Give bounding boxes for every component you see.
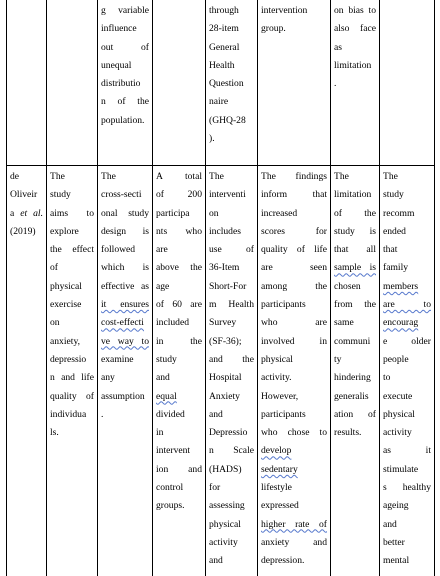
cell-line: .	[334, 78, 337, 90]
cell-line: explore	[50, 225, 79, 237]
cell-line: Anxiety	[209, 390, 240, 402]
cell-line: n of the	[101, 96, 149, 108]
cell-line: on	[209, 207, 219, 219]
cell-line: for	[209, 482, 221, 494]
cell-line: family	[383, 262, 409, 274]
cell-sample	[153, 166, 206, 576]
cell-aim	[47, 166, 98, 576]
cell-line: cross-secti	[101, 189, 142, 201]
cell-findings-prev	[258, 0, 331, 166]
cell-line: and	[209, 408, 223, 420]
cell-line: which is	[101, 262, 149, 274]
cell-line: However,	[261, 390, 299, 402]
cell-line: limitation	[334, 189, 372, 201]
cell-line: communi	[334, 335, 371, 347]
cell-line: and the	[209, 353, 254, 365]
cell-measures	[206, 166, 258, 576]
cell-line: effective as	[101, 280, 149, 292]
cell-line: ended	[383, 225, 406, 237]
cell-line: interventi	[209, 189, 246, 201]
cell-line: includes	[209, 225, 241, 237]
cell-line: sample is	[334, 262, 376, 274]
author-initial: a	[10, 207, 15, 219]
cell-line: lifestyle	[261, 482, 292, 494]
cell-line: same	[334, 317, 354, 329]
cell-line: cost-effecti	[101, 317, 144, 329]
cell-line: expressed	[261, 500, 299, 512]
cell-line: Depressio	[209, 427, 248, 439]
cell-line: distributio	[101, 78, 141, 90]
cell-line: activity	[209, 536, 238, 548]
cell-line: n and life	[50, 372, 94, 384]
cell-line: g variable	[101, 5, 149, 16]
cell-line: followed	[101, 244, 136, 256]
cell-line: develop	[261, 445, 292, 457]
cell-line: intervent	[156, 445, 191, 457]
cell-line: activity	[383, 427, 412, 439]
cell-line: ty	[334, 353, 342, 365]
cell-line: above the	[156, 262, 202, 274]
cell-line: higher rate of	[261, 518, 327, 530]
cell-line: n Scale	[209, 445, 254, 457]
cell-line: better	[383, 536, 405, 548]
cell-line: nts who	[156, 225, 202, 237]
cell-line: 28-item	[209, 23, 239, 35]
cell-line: General	[209, 41, 240, 53]
cell-line: (GHQ-28	[209, 114, 246, 126]
literature-table	[6, 0, 435, 576]
cell-line: members	[383, 280, 419, 292]
cell-line: that	[383, 244, 398, 256]
cell-line: as it	[383, 445, 431, 457]
cell-aim-prev	[47, 0, 98, 166]
cell-line: Hospital	[209, 372, 242, 384]
cell-line: on	[50, 317, 60, 329]
cell-line: anxiety and	[261, 536, 327, 548]
cell-line: anxiety,	[50, 335, 81, 347]
cell-line: of the	[334, 207, 376, 219]
cell-limitations	[331, 166, 380, 576]
cell-author-prev	[7, 0, 47, 166]
cell-line: The	[334, 171, 349, 182]
cell-line: ation of	[334, 408, 376, 420]
cell-line: group.	[261, 23, 286, 35]
cell-line: The	[50, 171, 65, 182]
cell-line: as	[334, 41, 342, 53]
cell-line: A total	[156, 171, 202, 182]
cell-line: individua	[50, 408, 87, 420]
cell-line: through	[209, 5, 239, 16]
cell-recommendations-prev	[380, 0, 435, 166]
cell-limitations-prev	[331, 0, 380, 166]
cell-line: chosen	[334, 280, 361, 292]
cell-line: and	[156, 372, 170, 384]
cell-line: encourag	[383, 317, 419, 329]
cell-line: physical	[261, 353, 293, 365]
cell-line: that all	[334, 244, 376, 256]
cell-line: m Health	[209, 299, 254, 311]
cell-line: Question	[209, 78, 244, 90]
cell-line: and	[383, 518, 397, 530]
cell-line: the effect	[50, 244, 94, 256]
cell-line: it ensures	[101, 299, 149, 311]
author-line: Oliveir	[10, 189, 38, 201]
cell-line: in	[156, 427, 164, 439]
cell-line: of	[50, 262, 58, 274]
cell-line: equal	[156, 390, 177, 402]
cell-line: are to	[383, 299, 431, 311]
author-line: de	[10, 171, 20, 182]
cell-sample-prev	[153, 0, 206, 166]
cell-line: study	[156, 353, 177, 365]
cell-design-prev	[98, 0, 153, 166]
cell-line: activity.	[261, 372, 292, 384]
cell-line: depression.	[261, 555, 305, 567]
cell-line: on bias to	[334, 5, 376, 16]
cell-line: also face	[334, 23, 376, 35]
cell-line: included	[156, 317, 190, 329]
cell-line: The	[383, 171, 398, 182]
cell-design	[98, 166, 153, 576]
cell-line: divided	[156, 408, 185, 420]
cell-line: physical	[383, 408, 415, 420]
cell-line: use of	[209, 244, 254, 256]
cell-line: results.	[334, 427, 362, 439]
cell-author	[7, 166, 47, 576]
author-year: (2019)	[10, 225, 36, 237]
cell-line: design is	[101, 225, 149, 237]
cell-line: execute	[383, 390, 413, 402]
cell-line: hindering	[334, 372, 371, 384]
cell-line: .	[101, 408, 104, 420]
cell-line: from the	[334, 299, 376, 311]
cell-line: study is	[334, 225, 376, 237]
cell-line: assessing	[209, 500, 245, 512]
cell-line: increased	[261, 207, 298, 219]
author-line	[10, 205, 43, 223]
cell-line: population.	[101, 114, 145, 126]
cell-line: depressio	[50, 353, 87, 365]
cell-findings	[258, 166, 331, 576]
cell-line: The	[101, 171, 116, 182]
cell-line: control	[156, 482, 184, 494]
cell-line: mental	[383, 555, 410, 567]
cell-line: limitation	[334, 59, 372, 71]
cell-line: age	[156, 280, 170, 292]
cell-line: inform that	[261, 189, 327, 201]
cell-line: in the	[156, 335, 202, 347]
cell-line: examine	[101, 353, 134, 365]
cell-line: unequal	[101, 59, 132, 71]
cell-line: to	[383, 372, 391, 384]
cell-line: quality of	[50, 390, 94, 402]
cell-line: people	[383, 353, 409, 365]
cell-line: recomm	[383, 207, 415, 219]
cell-line: scores for	[261, 225, 327, 237]
cell-line: intervention	[261, 5, 308, 16]
cell-line: ls.	[50, 427, 59, 439]
cell-line: out of	[101, 41, 149, 53]
cell-line: who are	[261, 317, 327, 329]
cell-line: ageing	[383, 500, 409, 512]
cell-line: s healthy	[383, 482, 431, 494]
cell-line: generalis	[334, 390, 369, 402]
cell-line: study	[383, 189, 404, 201]
cell-line: of 200	[156, 189, 202, 201]
cell-line: of 60 are	[156, 299, 202, 311]
cell-line: participa	[156, 207, 190, 219]
cell-line: groups.	[156, 500, 185, 512]
et-al: et al.	[20, 207, 43, 219]
table-row	[7, 166, 435, 576]
cell-line: naire	[209, 96, 229, 108]
cell-line: The	[209, 171, 224, 182]
cell-line: physical	[50, 280, 82, 292]
cell-line: participants	[261, 408, 306, 420]
cell-line: (SF-36);	[209, 335, 242, 347]
cell-line: exercise	[50, 299, 82, 311]
cell-line: and	[209, 555, 223, 567]
cell-line: who chose to	[261, 427, 327, 439]
cell-line: physical	[209, 518, 241, 530]
cell-line: (HADS)	[209, 463, 242, 475]
cell-line: any	[101, 372, 115, 384]
cell-line: Short-For	[209, 280, 247, 292]
cell-line: study	[50, 189, 71, 201]
cell-line: influence	[101, 23, 137, 35]
cell-line: sedentary	[261, 463, 298, 475]
cell-line: ion and	[156, 463, 202, 475]
cell-line: e older	[383, 335, 431, 347]
cell-line: ).	[209, 133, 215, 145]
cell-line: involved in	[261, 335, 327, 347]
cell-line: 36-Item	[209, 262, 240, 274]
cell-line: quality of life	[261, 244, 327, 256]
cell-line: among the	[261, 280, 327, 292]
cell-line: The findings	[261, 171, 327, 182]
cell-line: ve way to	[101, 335, 149, 347]
cell-line: are seen	[261, 262, 327, 274]
cell-measures-prev	[206, 0, 258, 166]
cell-line: stimulate	[383, 463, 419, 475]
cell-line: assumption	[101, 390, 145, 402]
cell-recommendations	[380, 166, 435, 576]
cell-line: aims to	[50, 207, 94, 219]
cell-line: Survey	[209, 317, 237, 329]
cell-line: Health	[209, 59, 235, 71]
cell-line: participants	[261, 299, 306, 311]
cell-line: onal study	[101, 207, 149, 219]
cell-line: are	[156, 244, 168, 256]
table-row	[7, 0, 435, 166]
